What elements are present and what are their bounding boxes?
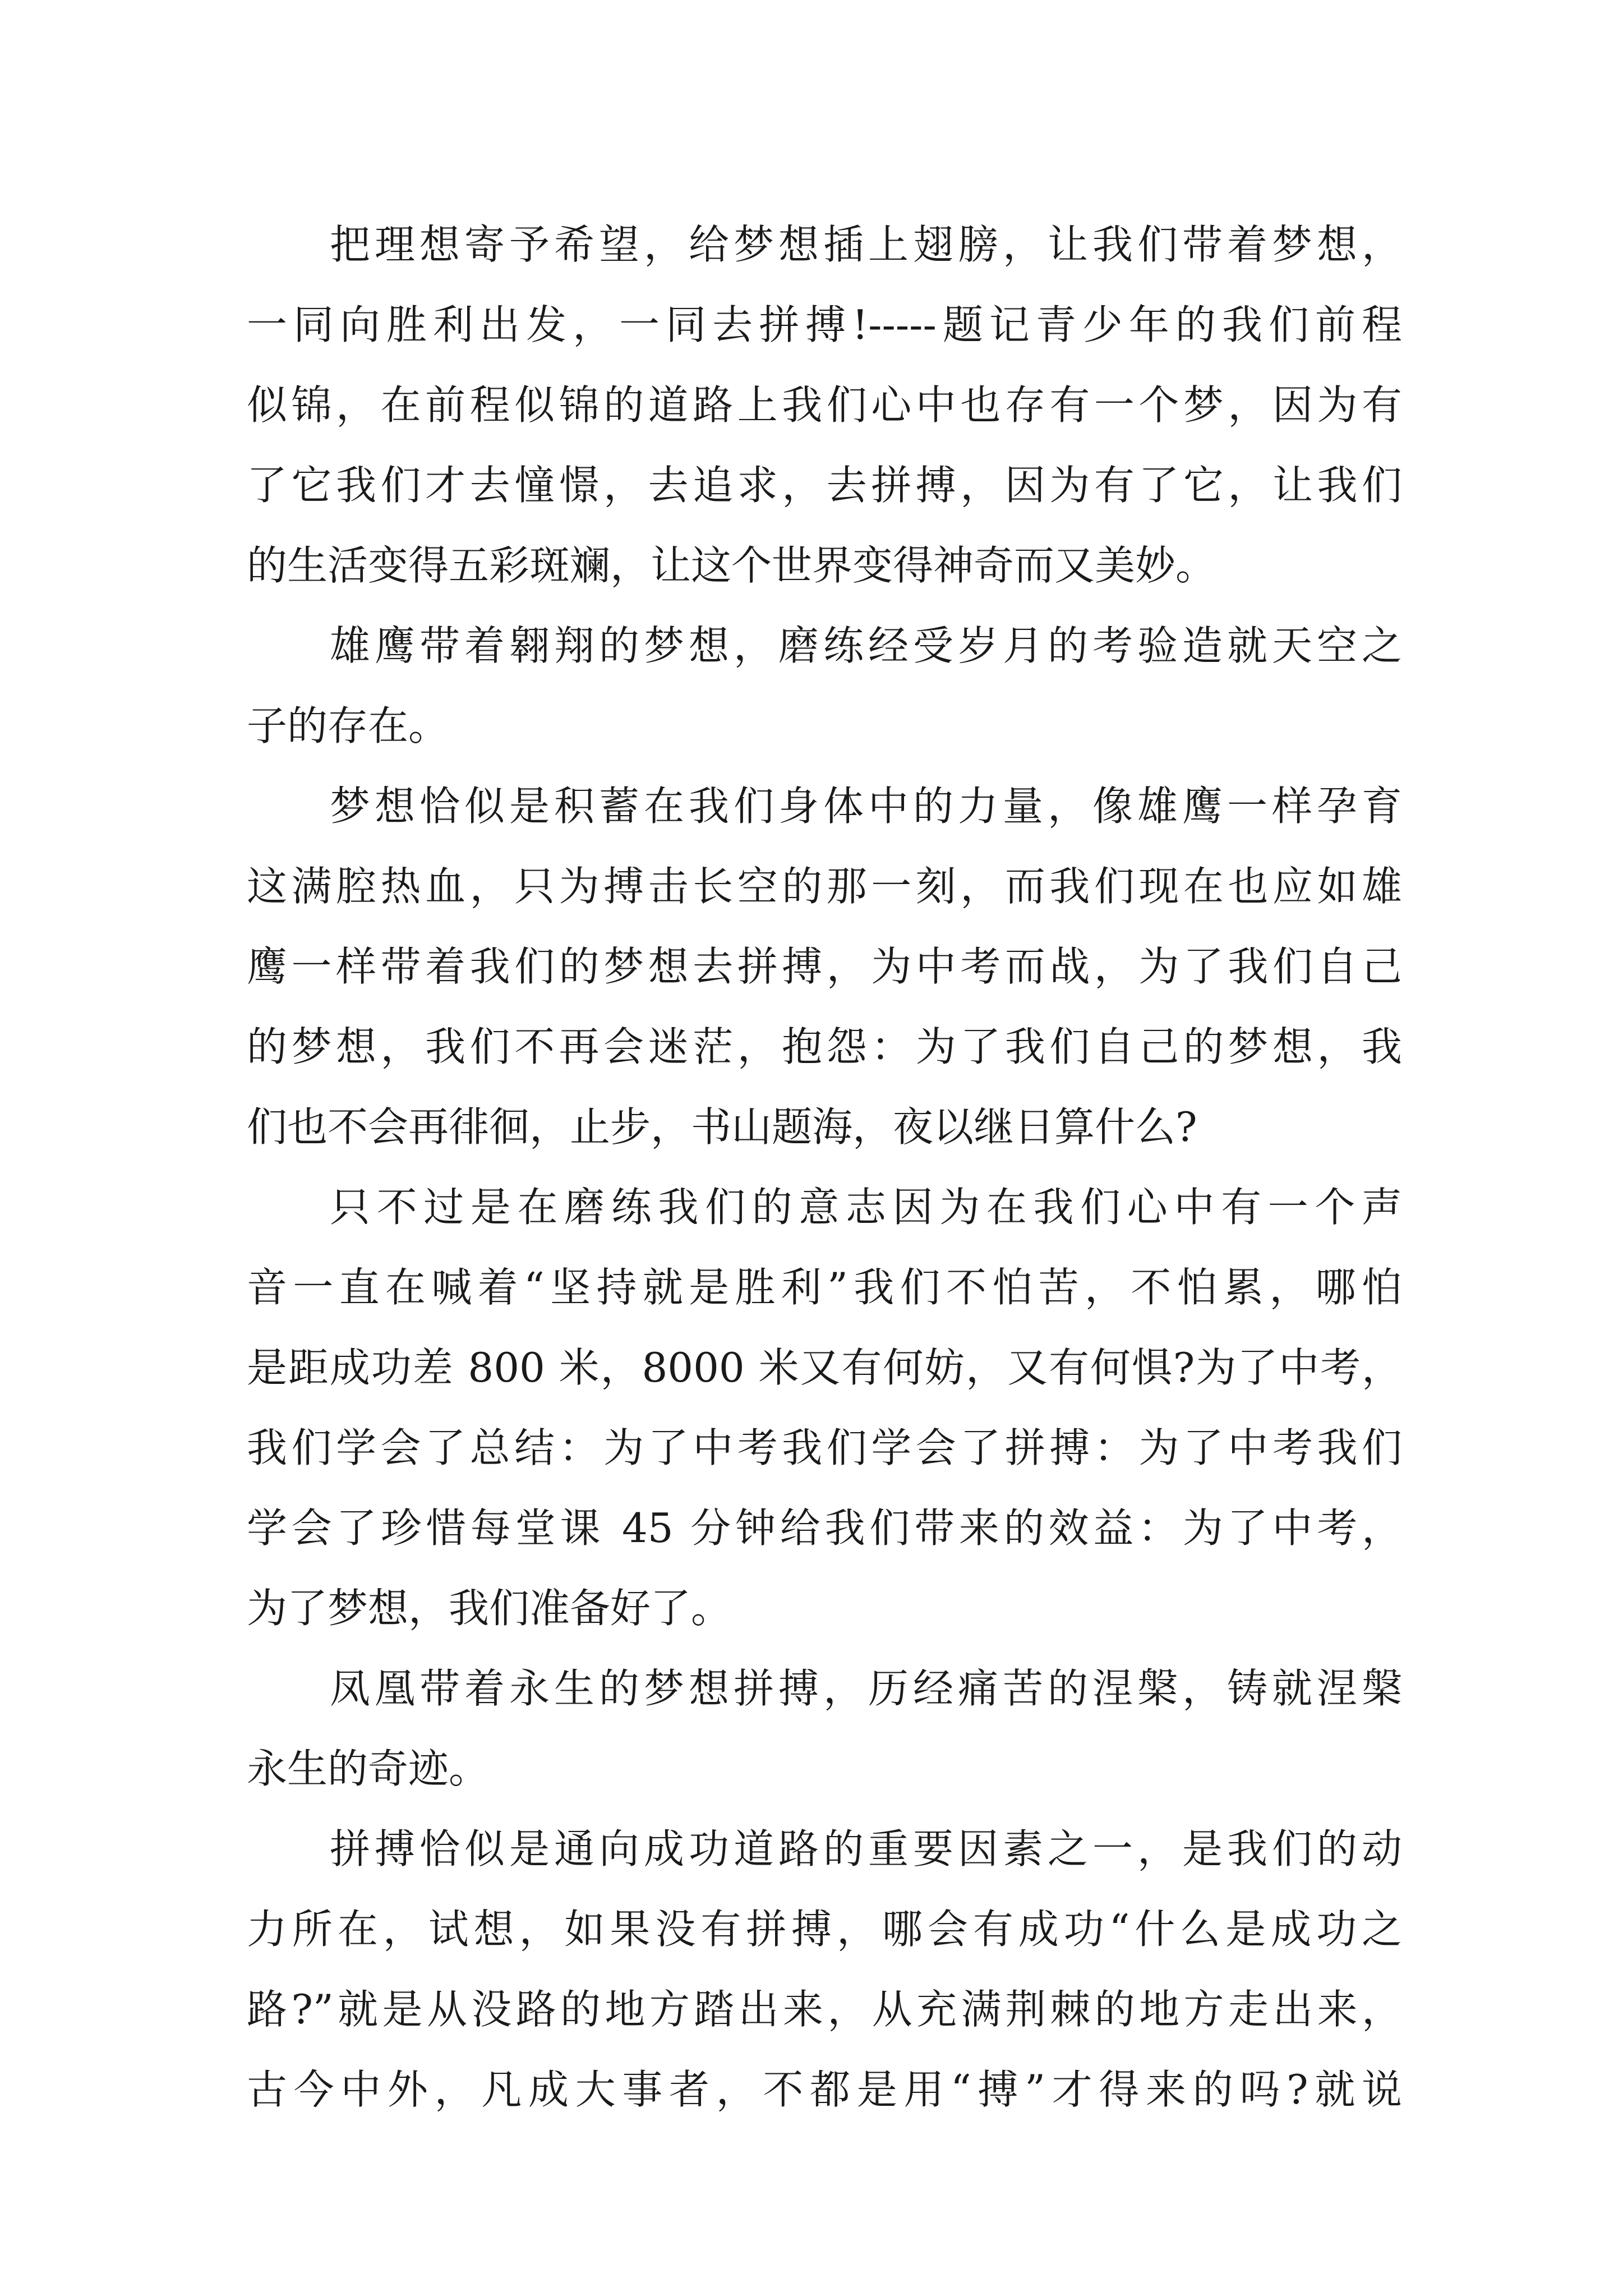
text-line: 学会了珍惜每堂课 45 分钟给我们带来的效益：为了中考， (247, 1504, 1402, 1552)
text-line: 们也不会再徘徊，止步，书山题海，夜以继日算什么? (247, 1103, 1197, 1151)
text-line: 我们学会了总结：为了中考我们学会了拼搏：为了中考我们 (247, 1424, 1402, 1471)
text-line: 把理想寄予希望，给梦想插上翅膀，让我们带着梦想， (330, 221, 1402, 268)
text-line: 的梦想，我们不再会迷茫，抱怨：为了我们自己的梦想，我 (247, 1023, 1402, 1070)
text-line: 这满腔热血，只为搏击长空的那一刻，而我们现在也应如雄 (247, 863, 1402, 910)
text-line: 子的存在。 (247, 702, 449, 749)
paragraph-3 (247, 766, 1402, 1167)
essay-body (247, 205, 1402, 2130)
paragraph-2 (247, 606, 1402, 766)
text-line: 音一直在喊着“坚持就是胜利”我们不怕苦，不怕累，哪怕 (247, 1264, 1402, 1311)
text-line: 为了梦想，我们准备好了。 (247, 1585, 732, 1632)
text-line: 力所在，试想，如果没有拼搏，哪会有成功“什么是成功之 (247, 1906, 1402, 1953)
text-line: 凤凰带着永生的梦想拼搏，历经痛苦的涅槃，铸就涅槃 (330, 1665, 1402, 1712)
text-line: 是距成功差 800 米，8000 米又有何妨，又有何惧?为了中考， (247, 1344, 1402, 1391)
text-line: 雄鹰带着翱翔的梦想，磨练经受岁月的考验造就天空之 (330, 622, 1402, 669)
paragraph-5 (247, 1649, 1402, 1809)
text-line: 一同向胜利出发，一同去拼搏!-----题记青少年的我们前程 (247, 301, 1402, 348)
text-line: 只不过是在磨练我们的意志因为在我们心中有一个声 (330, 1184, 1402, 1231)
text-line: 拼搏恰似是通向成功道路的重要因素之一，是我们的动 (330, 1825, 1402, 1872)
text-line: 了它我们才去憧憬，去追求，去拼搏，因为有了它，让我们 (247, 462, 1402, 509)
text-line: 鹰一样带着我们的梦想去拼搏，为中考而战，为了我们自己 (247, 943, 1402, 990)
text-line: 的生活变得五彩斑斓，让这个世界变得神奇而又美妙。 (247, 542, 1216, 589)
text-line: 梦想恰似是积蓄在我们身体中的力量，像雄鹰一样孕育 (330, 783, 1402, 830)
paragraph-1 (247, 205, 1402, 606)
text-line: 古今中外，凡成大事者，不都是用“搏”才得来的吗?就说 (247, 2066, 1402, 2113)
paragraph-4 (247, 1167, 1402, 1649)
text-line: 路?”就是从没路的地方踏出来，从充满荆棘的地方走出来， (247, 1986, 1402, 2033)
paragraph-6 (247, 1809, 1402, 2130)
text-line: 永生的奇迹。 (247, 1745, 490, 1792)
text-line: 似锦，在前程似锦的道路上我们心中也存有一个梦，因为有 (247, 381, 1402, 429)
